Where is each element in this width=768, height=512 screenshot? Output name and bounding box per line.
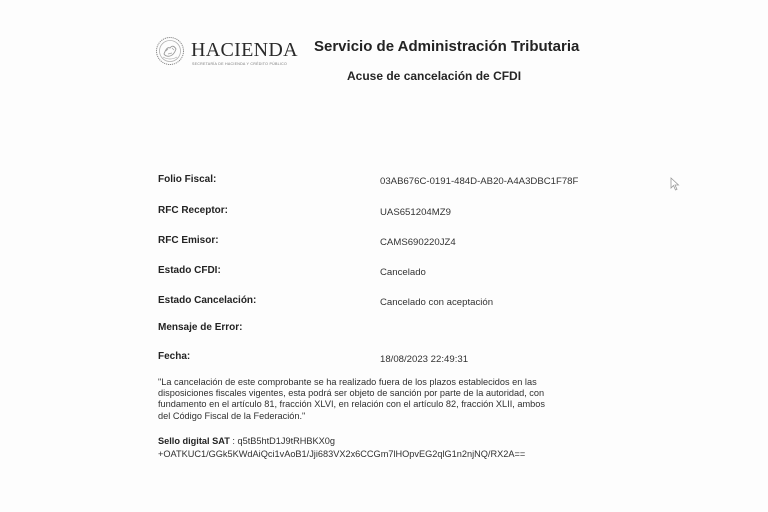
digital-seal (158, 435, 525, 461)
mensaje-error-label: Mensaje de Error: (158, 322, 243, 333)
hacienda-logo (155, 36, 305, 72)
estado-cancelacion-value: Cancelado con aceptación (380, 297, 494, 308)
notice-line: del Código Fiscal de la Federación." (158, 410, 306, 421)
estado-cfdi-value: Cancelado (380, 267, 426, 278)
seal-value-part-2: +OATKUC1/GGk5KWdAiQci1vAoB1/Jji683VX2x6CCGm7lHOpvEG2qlG1n2njNQ/RX2A== (158, 449, 526, 459)
notice-line: "La cancelación de este comprobante se ha realizado fuera de los plazos establecidos en las (158, 377, 537, 387)
agency-title: Servicio de Administración Tributaria (314, 38, 580, 55)
fecha-label: Fecha: (158, 351, 191, 362)
notice-line: disposiciones fiscales vigentes, esta podrá ser objeto de sanción por parte de la autoridad, con (158, 388, 545, 399)
logo-wordmark: HACIENDA (191, 39, 298, 61)
coat-of-arms-seal-icon (155, 36, 185, 66)
folio-fiscal-value: 03AB676C-0191-484D-AB20-A4A3DBC1F78F (380, 176, 579, 187)
rfc-receptor-value: UAS651204MZ9 (380, 207, 451, 218)
logo-subtitle: SECRETARÍA DE HACIENDA Y CRÉDITO PÚBLICO (192, 62, 288, 66)
rfc-emisor-value: CAMS690220JZ4 (380, 237, 456, 248)
seal-label: Sello digital SAT (158, 436, 230, 446)
fecha-value: 18/08/2023 22:49:31 (380, 354, 469, 365)
legal-notice (158, 377, 618, 422)
seal-value-part-1: q5tB5htD1J9tRHBKX0g (237, 436, 336, 446)
page-title: Acuse de cancelación de CFDI (347, 69, 522, 83)
mouse-cursor-icon (670, 177, 680, 191)
seal-separator: : (229, 436, 238, 446)
rfc-receptor-label: RFC Receptor: (158, 205, 229, 216)
estado-cfdi-label: Estado CFDI: (158, 265, 221, 276)
estado-cancelacion-label: Estado Cancelación: (158, 295, 257, 306)
rfc-emisor-label: RFC Emisor: (158, 235, 219, 246)
folio-fiscal-label: Folio Fiscal: (158, 174, 217, 185)
seal-line-1 (158, 435, 525, 448)
notice-line: fundamento en el artículo 81, fracción XLVI, en relación con el artículo 82, fracción XLII, ambos (158, 399, 545, 410)
